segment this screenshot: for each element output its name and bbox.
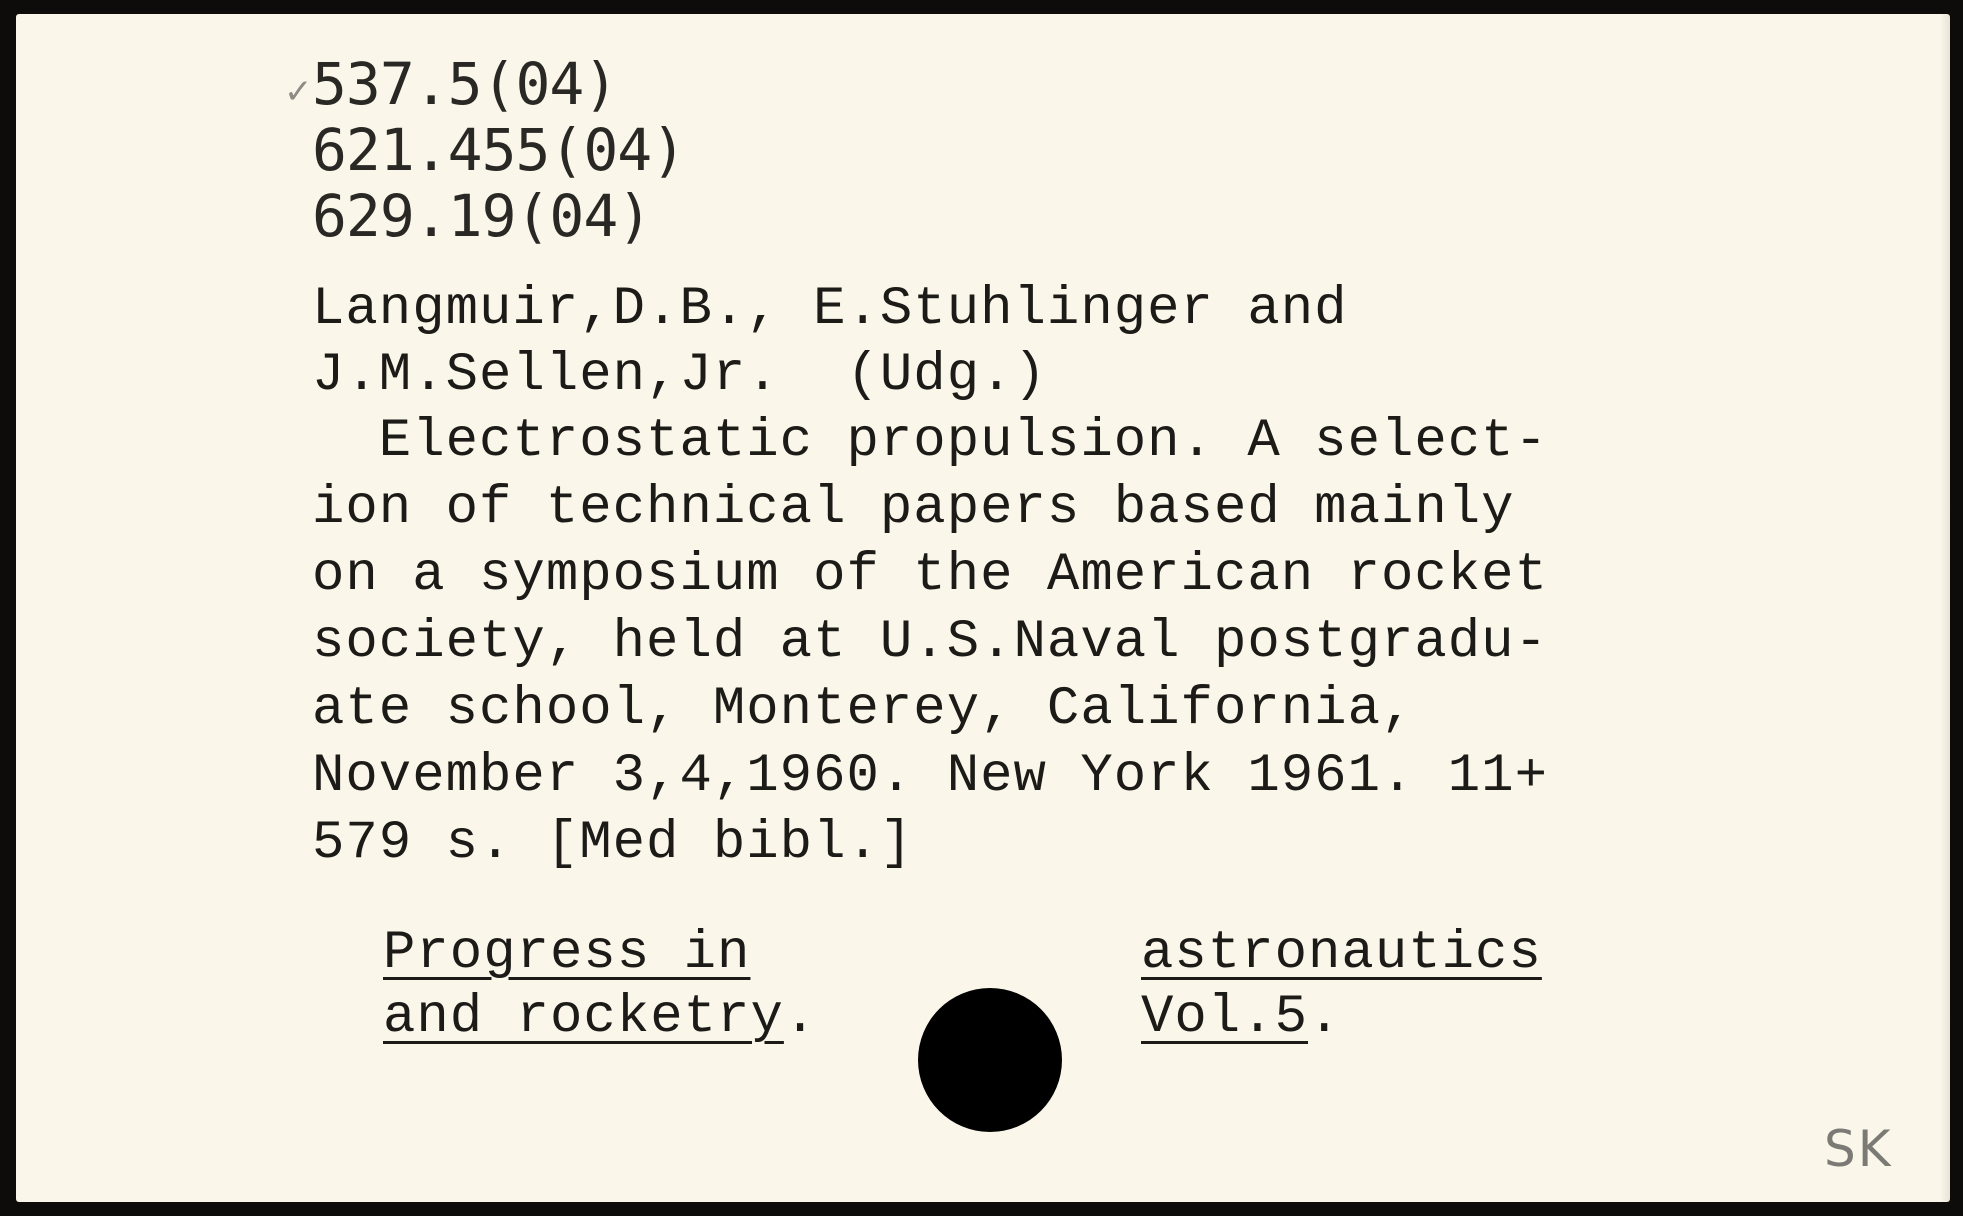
series-right-line-2-text: Vol.5 [1141, 987, 1309, 1048]
description-line-5: ate school, Monterey, California, [312, 679, 1415, 740]
series-left-line-2-text: and rocketry [383, 987, 784, 1048]
check-mark-icon: ✓ [284, 72, 313, 112]
catalog-card [16, 14, 1950, 1202]
description-line-2: ion of technical papers based mainly [312, 478, 1515, 539]
series-left-line-1-text: Progress in [383, 923, 751, 984]
series-left-line-2-punct: . [783, 987, 818, 1048]
series-right-line-2-punct: . [1308, 987, 1342, 1048]
card-edge-shadow [1940, 14, 1950, 1202]
series-right-line-2 [1141, 986, 1341, 1050]
series-right-line-1-text: astronautics [1141, 923, 1542, 984]
description-line-4: society, held at U.S.Naval postgradu- [312, 612, 1548, 673]
classification-number-3: 629.19(04) [312, 182, 652, 250]
series-left-line-1 [383, 922, 750, 986]
cataloger-initials: SK [1824, 1120, 1893, 1178]
authors-line-2: J.M.Sellen,Jr. (Udg.) [312, 345, 1047, 406]
classification-number-1: 537.5(04) [312, 50, 618, 118]
description-line-6: November 3,4,1960. New York 1961. 11+ [312, 746, 1548, 807]
classification-number-2: 621.455(04) [312, 116, 686, 184]
punch-hole [918, 988, 1062, 1132]
authors-line-1: Langmuir,D.B., E.Stuhlinger and [312, 279, 1348, 340]
description-line-1: Electrostatic propulsion. A select- [312, 411, 1548, 472]
description-line-3: on a symposium of the American rocket [312, 545, 1548, 606]
series-right-line-1 [1141, 922, 1542, 986]
series-left-line-2 [383, 986, 817, 1050]
description-line-7: 579 s. [Med bibl.] [312, 813, 914, 874]
